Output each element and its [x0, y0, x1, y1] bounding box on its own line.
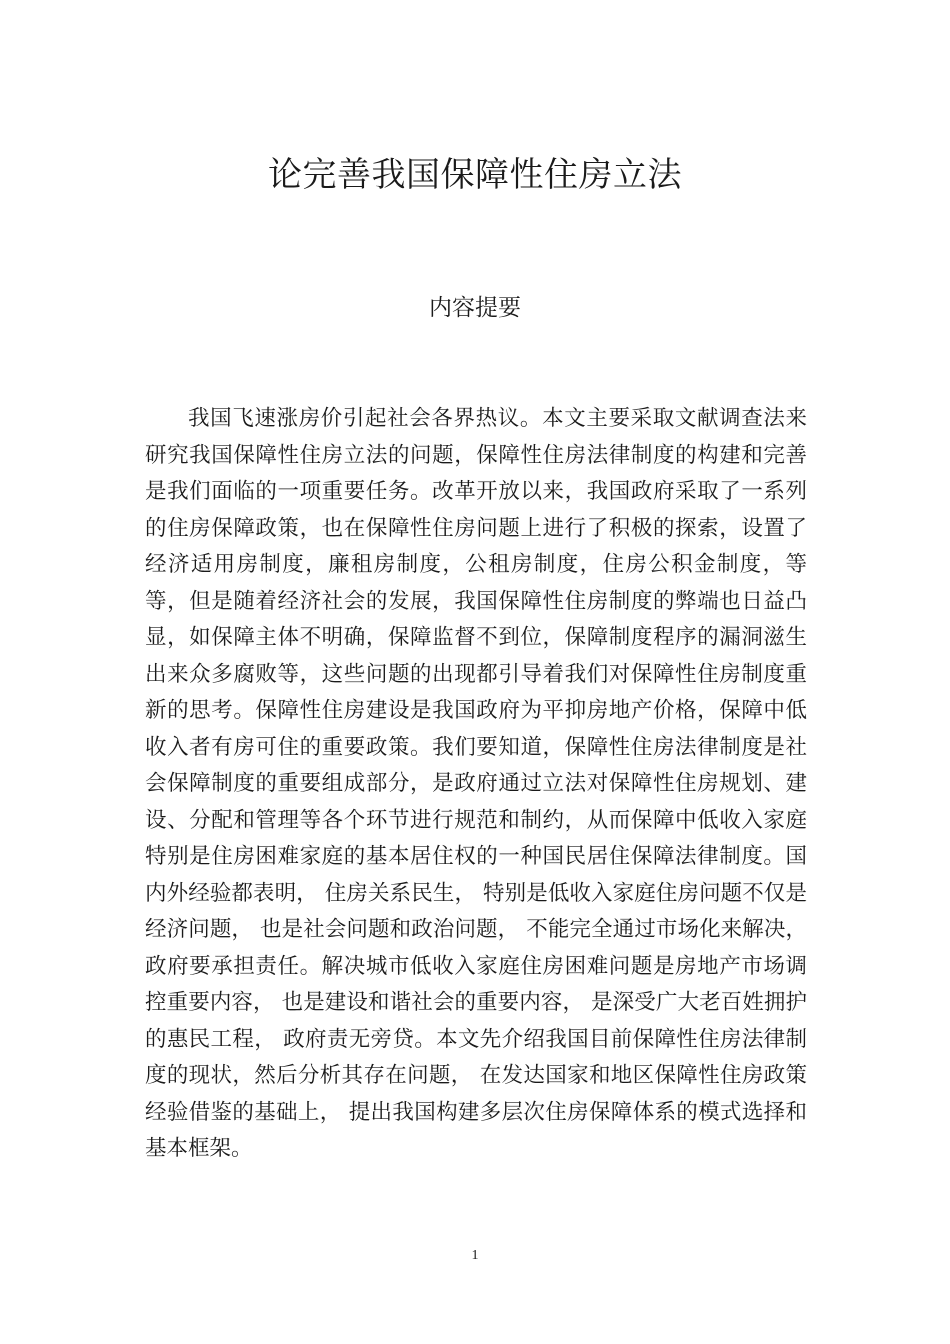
page-number: 1	[471, 1248, 479, 1263]
section-heading-abstract: 内容提要	[429, 295, 521, 321]
abstract-paragraph: 我国飞速涨房价引起社会各界热议。本文主要采取文献调查法来研究我国保障性住房立法的问题，保障性住房法律制度的构建和完善是我们面临的一项重要任务。改革开放以来，我国政府采取了一系列的住房保障政策，也在保障性住房问题上进行了积极的探索，设置了经济适用房制度，廉租房制度，公租房制度，住房公积金制度，等等，但是随着经济社会的发展，我国保障性住房制度的弊端也日益凸显，如保障主体不明确，保障监督不到位，保障制度程序的漏洞滋生出来众多腐败等，这些问题的出现都引导着我们对保障性住房制度重新的思考。保障性住房建设是我国政府为平抑房地产价格，保障中低收入者有房可住的重要政策。我们要知道，保障性住房法律制度是社会保障制度的重要组成部分，是政府通过立法对保障性住房规划、建设、分配和管理等各个环节进行规范和制约，从而保障中低收入家庭特别是住房困难家庭的基本居住权的一种国民居住保障法律制度。国内外经验都表明， 住房关系民生， 特别是低收入家庭住房问题不仅是经济问题， 也是社会问题和政治问题， 不能完全通过市场化来解决， 政府要承担责任。解决城市低收入家庭住房困难问题是房地产市场调控重要内容， 也是建设和谐社会的重要内容， 是深受广大老百姓拥护的惠民工程， 政府责无旁贷。本文先介绍我国目前保障性住房法律制度的现状，然后分析其存在问题， 在发达国家和地区保障性住房政策经验借鉴的基础上， 提出我国构建多层次住房保障体系的模式选择和基本框架。	[145, 406, 807, 1161]
page-title: 论完善我国保障性住房立法	[268, 155, 682, 195]
